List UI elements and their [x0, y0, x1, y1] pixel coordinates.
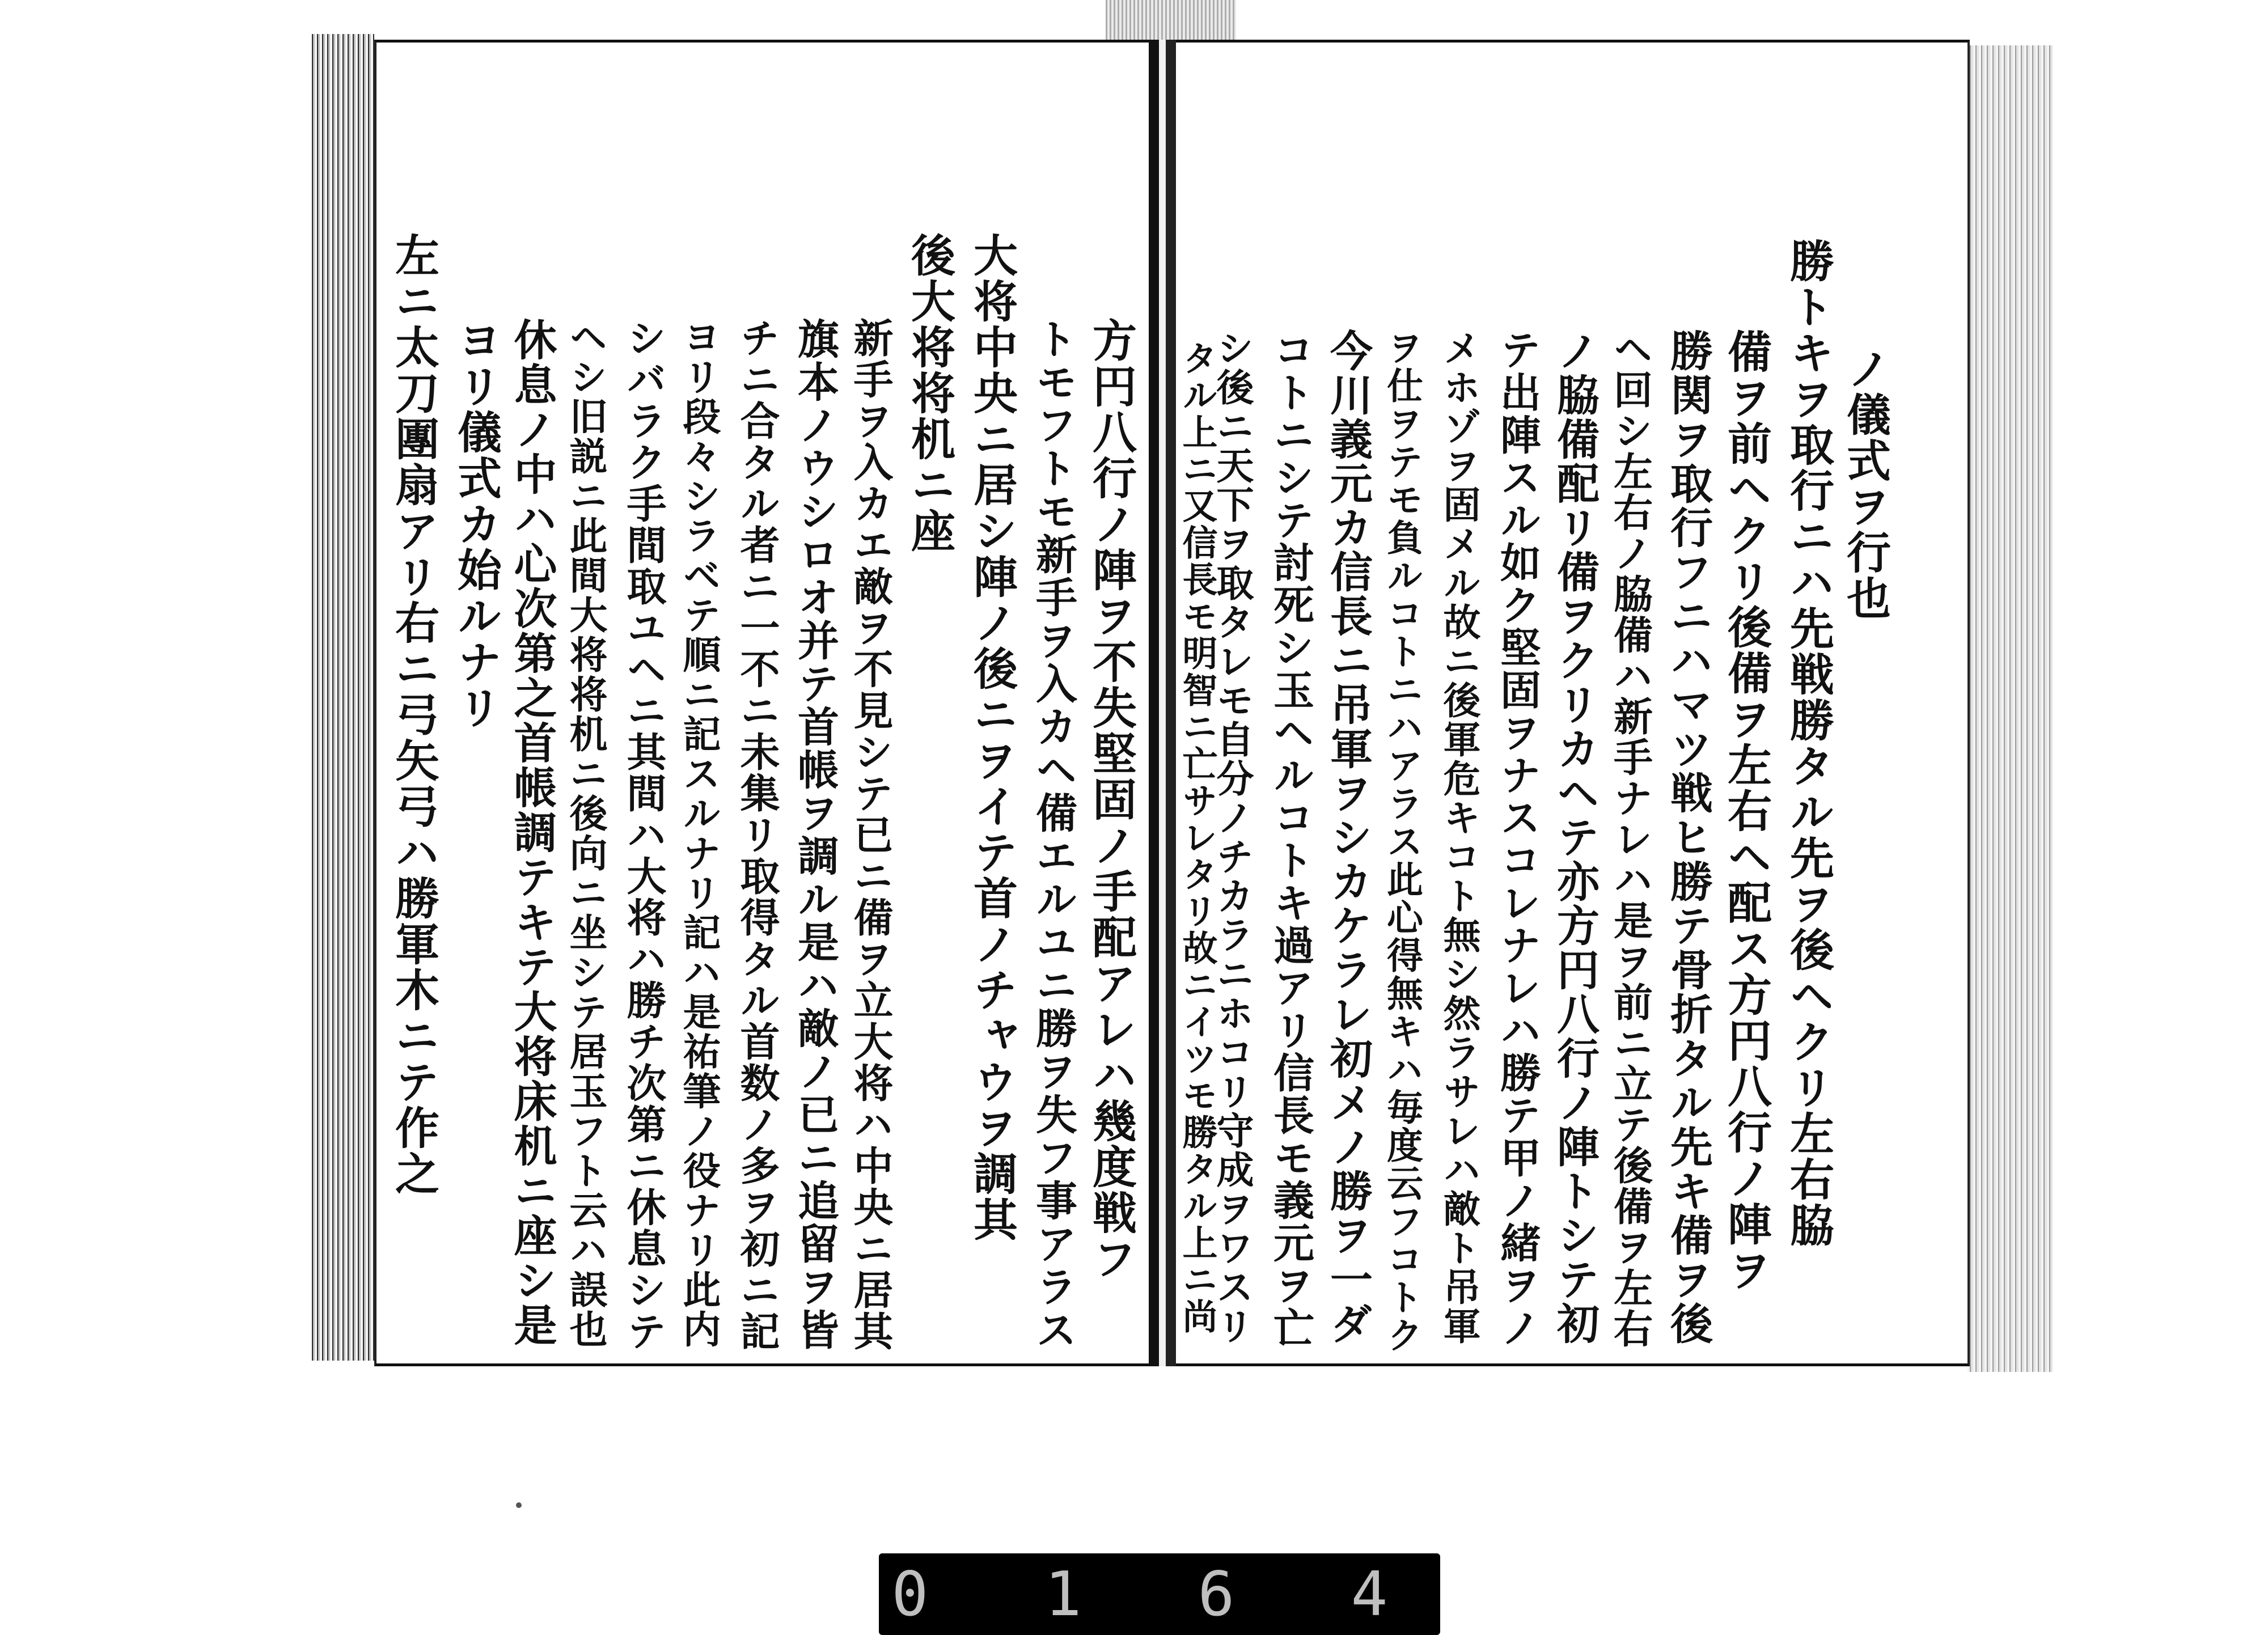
left-col-5: 新手ヲ入カエ敵ヲ不見シテ已ニ備ヲ立大将ハ中央ニ居其	[847, 317, 894, 1352]
right-col-9: ヲ仕ヲテモ負ルコトニハアラス此心得無キハ毎度云フコトク	[1381, 329, 1423, 1354]
left-col-2: トモフトモ新手ヲ入カヘ備エルユニ勝ヲ失フ事アラス	[1029, 317, 1077, 1352]
left-col-6: 旗本ノウシロオ并テ首帳ヲ調ル是ハ敵ノ已ニ追留ヲ皆	[790, 317, 839, 1352]
left-col-10: ヘシ旧説ニ此間大将将机ニ後向ニ坐シテ居玉フト云ハ誤也	[564, 317, 608, 1349]
right-col-1: ノ儀式ヲ行也	[1839, 346, 1891, 621]
left-col-1: 方円八行ノ陣ヲ不失堅固ノ手配アレハ幾度戦フ	[1085, 317, 1137, 1282]
right-col-5: ヘ回シ左右ノ脇備ハ新手ナレハ是ヲ前ニ立テ後備ヲ左右	[1607, 329, 1653, 1349]
scan-smudge	[1106, 0, 1236, 45]
right-col-6: ノ脇備配リ備ヲクリカヘテ亦方円八行ノ陣トシテ初	[1550, 329, 1600, 1346]
scan-speck	[516, 1502, 522, 1508]
left-col-7: チニ合タル者ニ一不ニ未集リ取得タル首数ノ多ヲ初ニ記	[734, 317, 781, 1352]
left-col-12: ヨリ儀式カ始ルナリ	[450, 317, 502, 731]
right-col-11: コトニシテ討死シ玉ヘルコトキ過アリ信長モ義元ヲ亡	[1267, 329, 1315, 1349]
book-spine	[1149, 40, 1176, 1366]
left-col-8: ヨリ段々シラベテ順ニ記スルナリ記ハ是祐筆ノ役ナリ此内	[677, 317, 722, 1349]
left-col-13: 左ニ太刀團扇アリ右ニ弓矢弓ハ勝軍木ニテ作之	[388, 232, 439, 1197]
right-col-3: 備ヲ前ヘクリ後備ヲ左右ヘ配ス方円八行ノ陣ヲ	[1720, 329, 1772, 1293]
left-col-9: シバラク手間取ユヘニ其間ハ大将ハ勝チ次第ニ休息シテ	[620, 317, 667, 1352]
frame-number-text: 0 1 6 4	[891, 1558, 1428, 1630]
right-col-12: シ後ニ天下ヲ取タレモ自分ノチカラニホコリ守成ヲワスリ	[1210, 329, 1254, 1346]
left-col-11: 休息ノ中ハ心次第之首帳調テキテ大将床机ニ座シ是	[507, 317, 557, 1348]
microfilm-frame-number	[879, 1553, 1440, 1635]
right-col-4: 勝関ヲ取行フニハマツ戦ヒ勝テ骨折タル先キ備ヲ後	[1664, 329, 1713, 1346]
book-edge-left	[312, 34, 374, 1361]
right-col-10: 今川義元カ信長ニ吊軍ヲシカケラレ初メノ勝ヲ一ダ	[1323, 329, 1373, 1346]
right-col-8: メホゾヲ固メル故ニ後軍危キコト無シ然ラサレハ敵ト吊軍	[1437, 329, 1481, 1346]
right-col-7: テ出陣スル如ク堅固ヲナスコレナレハ勝テ甲ノ緒ヲノ	[1493, 329, 1542, 1349]
right-col-2: 勝トキヲ取行ニハ先戦勝タル先ヲ後ヘクリ左右脇	[1783, 238, 1834, 1248]
left-col-4: 後大将将机ニ座	[904, 232, 955, 554]
left-col-3: 大将中央ニ居シ陣ノ後ニヲイテ首ノチャウヲ調其	[966, 232, 1018, 1243]
book-edge-right	[1967, 45, 2053, 1372]
right-col-13: タル上ニ又信長モ明智ニ亡サレタリ故ニイツモ勝タル上ニ尚	[1177, 340, 1218, 1335]
